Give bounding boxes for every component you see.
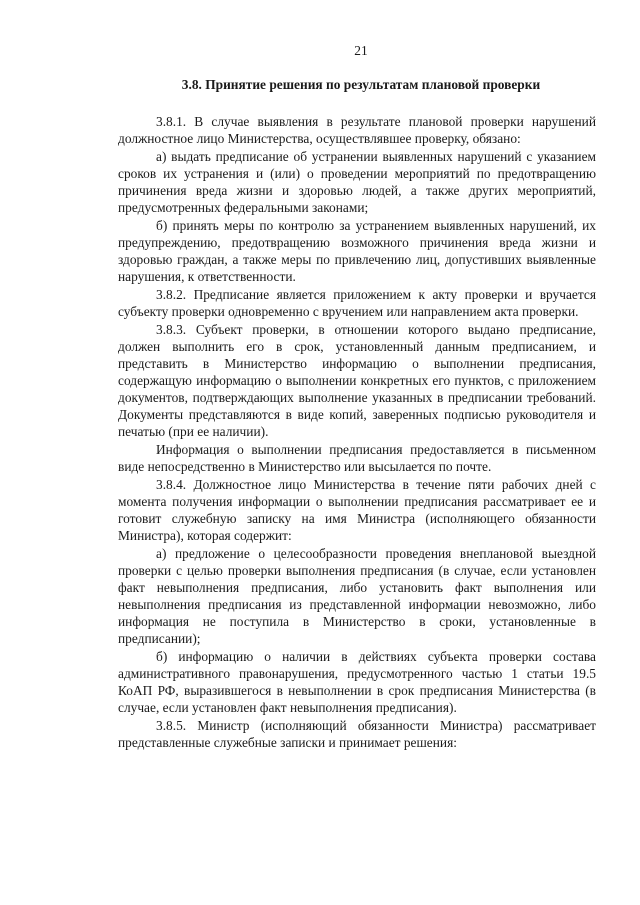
paragraph-3-8-4-b: б) информацию о наличии в действиях субъекта проверки состава административного правонарушения, предусмотренного частью 1 статьи 19.5 КоАП РФ, выразившегося в невыполнении в срок предписания Министерства (в случае, если установлен факт невыполнения предписания). <box>118 649 596 715</box>
paragraph-3-8-3-info: Информация о выполнении предписания предоставляется в письменном виде непосредственно в Министерство или высылается по почте. <box>118 442 596 474</box>
paragraph-3-8-3: 3.8.3. Субъект проверки, в отношении которого выдано предписание, должен выполнить его в срок, установленный данным предписанием, и представить в Министерство информацию о выполнении предписания, содержащую информацию о выполнении конкретных его пунктов, с приложением документов, подтверждающих выполнение указанных в предписании требований. Документы представляются в виде копий, заверенных подписью руководителя и печатью (при ее наличии). <box>118 322 596 439</box>
paragraph-3-8-4-a: а) предложение о целесообразности проведения внеплановой выездной проверки с целью проверки выполнения предписания (в случае, если установлен факт невыполнения предписания, либо установить факт выполнения или невыполнения предписания из представленной информации невозможно, либо информация не поступила в Министерство в сроки, установленные в предписании); <box>118 546 596 646</box>
section-title: 3.8. Принятие решения по результатам плановой проверки <box>181 77 541 92</box>
paragraph-3-8-1-a: а) выдать предписание об устранении выявленных нарушений с указанием сроков их устранения и (или) о проведении мероприятий по предотвращению причинения вреда жизни и здоровью людей, а также других мероприятий, предусмотренных федеральными законами; <box>118 149 596 215</box>
paragraph-3-8-2: 3.8.2. Предписание является приложением к акту проверки и вручается субъекту проверки одновременно с вручением или направлением акта проверки. <box>118 287 596 319</box>
paragraph-3-8-4: 3.8.4. Должностное лицо Министерства в течение пяти рабочих дней с момента получения информации о выполнении предписания рассматривает ее и готовит служебную записку на имя Министра (исполняющего обязанности Министра), которая содержит: <box>118 477 596 543</box>
paragraph-3-8-1: 3.8.1. В случае выявления в результате плановой проверки нарушений должностное лицо Министерства, осуществлявшее проверку, обязано: <box>118 114 596 146</box>
paragraph-3-8-1-b: б) принять меры по контролю за устранением выявленных нарушений, их предупреждению, предотвращению возможного причинения вреда жизни и здоровью граждан, а также меры по привлечению лиц, допустивших выявленные нарушения, к ответственности. <box>118 218 596 284</box>
paragraph-3-8-5: 3.8.5. Министр (исполняющий обязанности Министра) рассматривает представленные служебные записки и принимает решения: <box>118 718 596 750</box>
page-number: 21 <box>354 43 368 58</box>
